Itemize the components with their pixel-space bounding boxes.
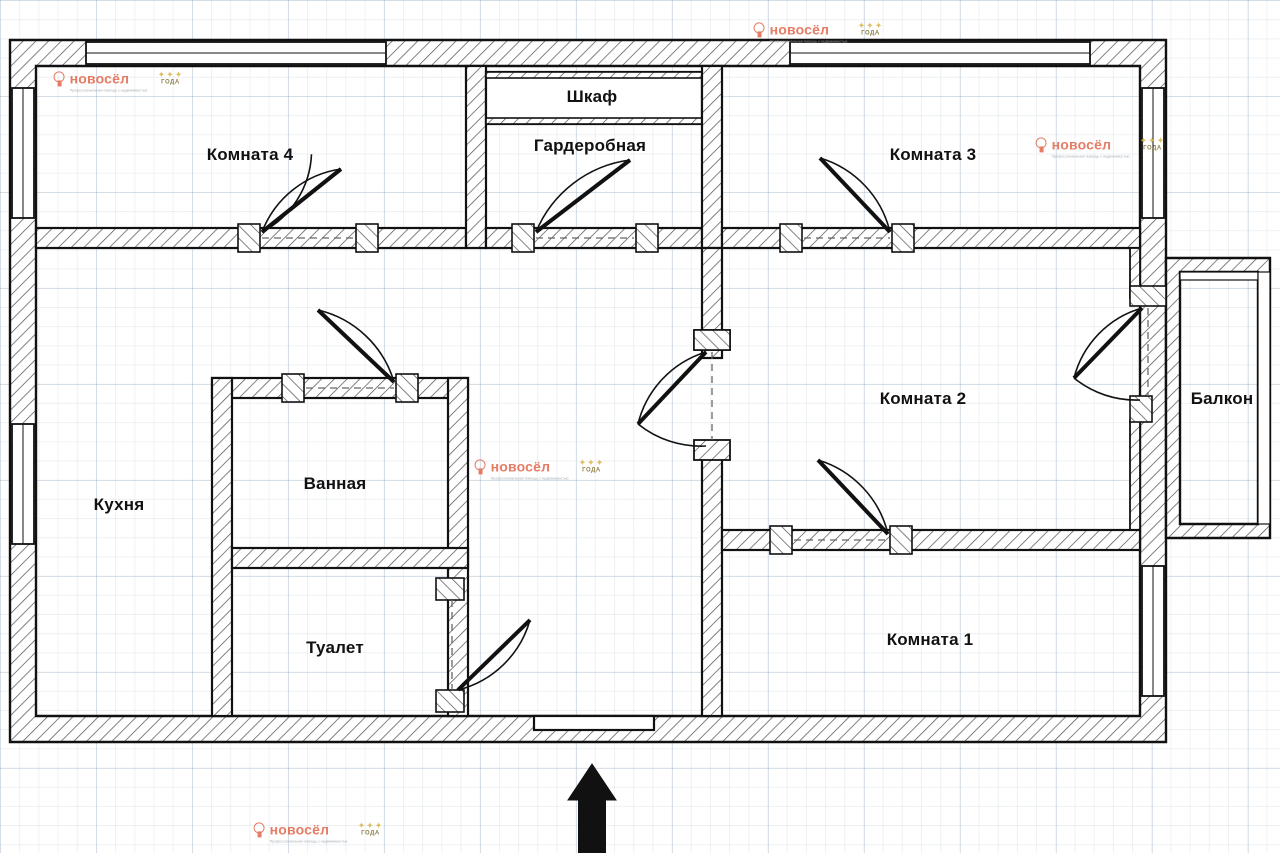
room-label-wardrobe: Гардеробная [533,136,647,155]
room-label-kitchen: Кухня [93,495,145,514]
watermark-bottom-left: новосёл Профессиональная помощь с недвижимостью ✦✦✦ ГОДА [253,821,348,844]
award-badge: ✦✦✦ ГОДА [857,20,884,37]
room-label-room-2: Комната 2 [879,389,967,408]
watermark-top-right: новосёл Профессиональная помощь с недвижимостью ✦✦✦ ГОДА [1035,136,1130,159]
watermark-top: новосёл Профессиональная помощь с недвижимостью ✦✦✦ ГОДА [753,21,848,44]
award-badge: ✦✦✦ ГОДА [1139,135,1166,152]
watermark-top-left: новосёл Профессиональная помощь с недвижимостью ✦✦✦ ГОДА [53,70,148,93]
room-label-room-4: Комната 4 [206,145,294,164]
room-label-room-1: Комната 1 [886,630,974,649]
room-label-balcony: Балкон [1190,389,1254,408]
room-label-closet: Шкаф [566,87,618,106]
watermark-center: новосёл Профессиональная помощь с недвижимостью ✦✦✦ ГОДА [474,458,569,481]
room-label-toilet: Туалет [306,638,364,657]
room-label-bathroom: Ванная [303,474,367,493]
interior-walls [36,66,1140,730]
entrance-arrow [568,764,616,853]
award-badge: ✦✦✦ ГОДА [357,820,384,837]
award-badge: ✦✦✦ ГОДА [578,457,605,474]
award-badge: ✦✦✦ ГОДА [157,69,184,86]
room-label-room-3: Комната 3 [889,145,977,164]
